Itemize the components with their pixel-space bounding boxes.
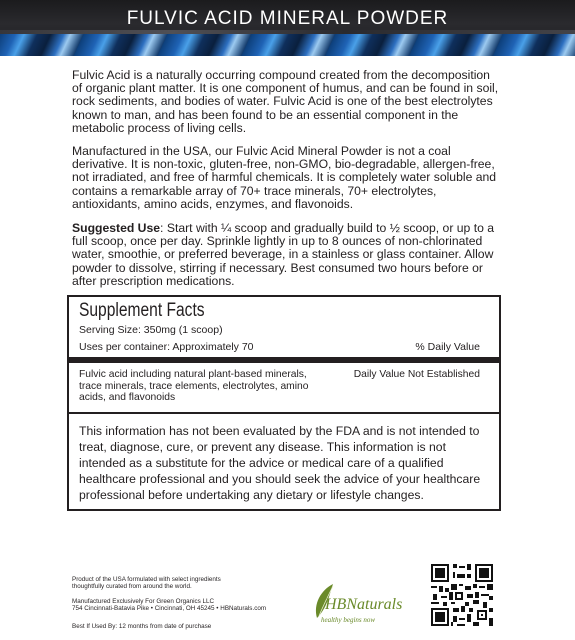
facts-divider-thick — [69, 357, 499, 363]
logo-wordmark: HBNaturals — [325, 596, 403, 613]
facts-divider-thin — [69, 412, 499, 414]
supplement-facts-title: Supplement Facts — [79, 300, 205, 321]
banner-stripe-blue — [0, 34, 575, 56]
origin-line-2: thoughtfully curated from around the world. — [72, 583, 192, 591]
description-paragraph-2: Manufactured in the USA, our Fulvic Acid Mineral Powder is not a coal derivative. It is non-toxic, gluten-free, non-GMO, bio-degradable, allergen-free, not irradiated, and free of harmful chemicals. It is completely water soluble and contains a remarkable array of 70+ trace minerals, 70+ electrolytes, antioxidants, amino acids, enzymes, and flavonoids. — [72, 144, 497, 211]
origin-line-1: Product of the USA formulated with select ingredients — [72, 576, 221, 583]
supplement-facts-panel — [67, 295, 501, 511]
banner-title: FULVIC ACID MINERAL POWDER — [126, 8, 449, 29]
header-banner — [0, 0, 575, 56]
suggested-use-text: : Start with ¼ scoop and gradually build to ½ scoop, or up to a full scoop, once per day. Sprinkle lightly in up to 8 ounces of non-chlorinated water, smoothie, or preferred beverage, in a stainless or glass container. Allow powder to dissolve, stirring if necessary. Best consumed two hours before or after prescription medications. — [72, 221, 495, 288]
footer-info — [72, 576, 302, 630]
ingredient-description: Fulvic acid including natural plant-based minerals, trace minerals, trace elements, electrolytes, amino acids, and flavonoids — [79, 369, 309, 403]
manufacturer-line-1: Manufactured Exclusively For Green Organics LLC — [72, 597, 215, 605]
manufacturer-line-2: 754 Cincinnati-Batavia Pike • Cincinnati, OH 45245 • HBNaturals.com — [72, 605, 267, 613]
daily-value-header: % Daily Value — [415, 341, 480, 353]
best-if-used-by: Best If Used By: 12 months from date of purchase — [72, 622, 212, 630]
fda-disclaimer: This information has not been evaluated by the FDA and is not intended to treat, diagnose, cure, or prevent any disease. This information is not intended as a substitute for the advice or medical care of a qualified healthcare professional and you should seek the advice of your healthcare professional before undertaking any dietary or lifestyle changes. — [79, 424, 481, 502]
uses-per-container: Uses per container: Approximately 70 — [79, 341, 254, 353]
ingredient-daily-value: Daily Value Not Established — [353, 369, 480, 380]
description-paragraph-1: Fulvic Acid is a naturally occurring compound created from the decomposition of organic plant matter. It is one component of humus, and can be found in soil, rock sediments, and bodies of water. Fulvic Acid is one of the best electrolytes known to man, and has been found to be an essential component in the metabolic process of living cells. — [72, 68, 499, 135]
hbnaturals-logo — [307, 578, 407, 626]
suggested-use-label: Suggested Use — [72, 221, 161, 235]
serving-size: Serving Size: 350mg (1 scoop) — [79, 324, 223, 336]
qr-code-icon — [429, 562, 495, 628]
suggested-use-paragraph — [72, 222, 502, 288]
logo-tagline: healthy begins now — [321, 616, 376, 624]
